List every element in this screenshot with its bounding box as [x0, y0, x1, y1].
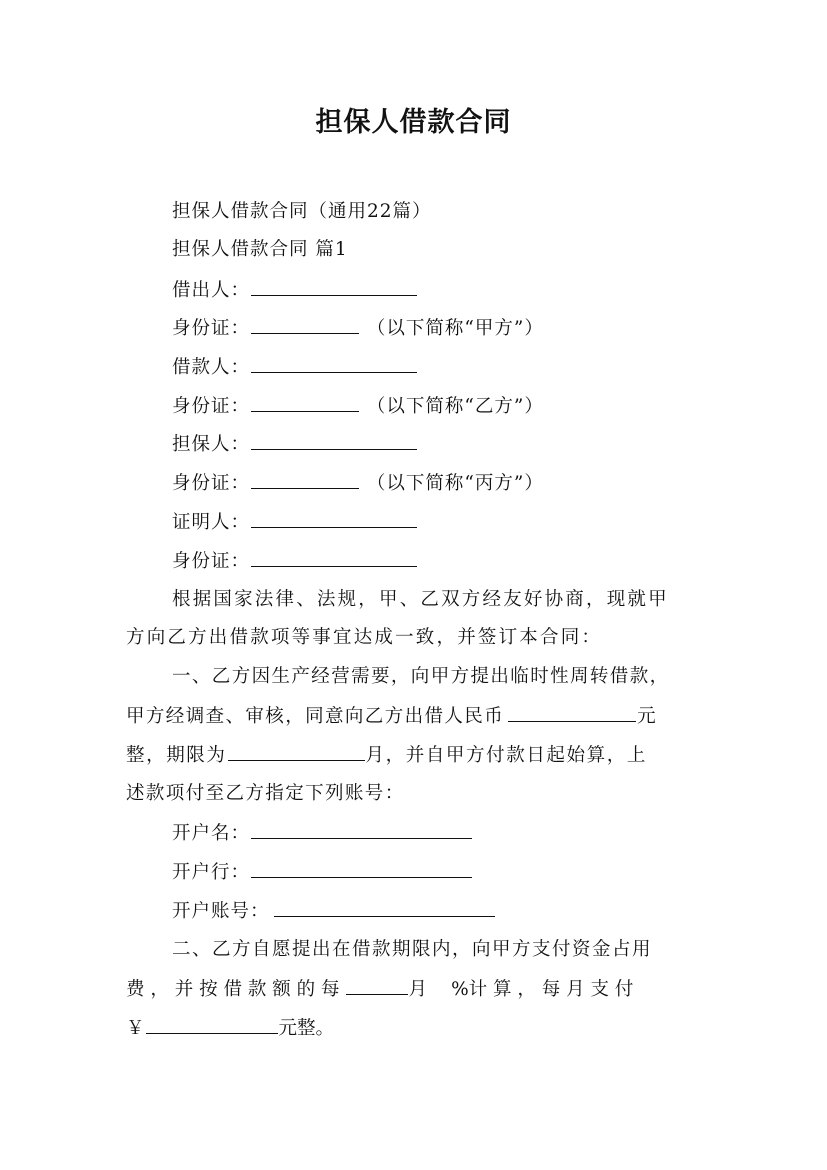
clause-1-yuan: 元 [637, 706, 658, 727]
account-number-blank[interactable] [274, 898, 495, 917]
account-name-blank[interactable] [251, 820, 472, 839]
chapter-heading: 担保人借款合同 篇1 [172, 239, 348, 260]
lender-line [172, 277, 418, 304]
guarantor-id-line [172, 470, 544, 497]
borrower-line [172, 354, 418, 381]
clause-1-line-3-text: 月，并自甲方付款日起始算，上 [365, 745, 647, 766]
account-bank-blank[interactable] [251, 859, 472, 878]
lender-id-label: 身份证： [172, 318, 251, 339]
borrower-id-note: （以下简称“乙方”） [366, 396, 544, 417]
clause-2-fee-text: 费 ， 并 按 借 款 额 的 每 [126, 979, 340, 1000]
loan-amount-blank[interactable] [508, 703, 636, 722]
guarantor-blank[interactable] [251, 431, 417, 450]
witness-label: 证明人： [172, 512, 251, 533]
currency-symbol: ￥ [126, 1018, 145, 1039]
account-name-label: 开户名： [172, 823, 251, 844]
borrower-label: 借款人： [172, 357, 251, 378]
clause-1-line-2-text: 甲方经调查、审核，同意向乙方出借人民币 [126, 706, 505, 727]
account-number-label: 开户账号： [172, 901, 270, 922]
borrower-blank[interactable] [251, 354, 417, 373]
account-bank-line [172, 859, 473, 886]
guarantor-id-note: （以下简称“丙方”） [366, 473, 544, 494]
witness-line [172, 509, 418, 536]
clause-2-line-2 [126, 976, 703, 1003]
clause-1-line-4: 述款项付至乙方指定下列账号： [126, 783, 405, 804]
clause-2-percent-text: %计 算 ， 每 月 支 付 [451, 979, 634, 1000]
guarantor-line [172, 431, 418, 458]
guarantor-label: 担保人： [172, 434, 251, 455]
clause-1-term-label: 整，期限为 [126, 745, 227, 766]
account-name-line [172, 820, 473, 847]
witness-id-blank[interactable] [251, 548, 417, 567]
monthly-payment-blank[interactable] [146, 1015, 278, 1034]
witness-id-label: 身份证： [172, 551, 251, 572]
witness-blank[interactable] [251, 509, 417, 528]
clause-1-line-3 [126, 742, 703, 769]
borrower-id-line [172, 393, 544, 420]
lender-label: 借出人： [172, 280, 251, 301]
guarantor-id-label: 身份证： [172, 473, 251, 494]
clause-2-line-1: 二、乙方自愿提出在借款期限内，向甲方支付资金占用 [172, 939, 653, 960]
document-title: 担保人借款合同 [315, 107, 512, 138]
loan-term-blank[interactable] [228, 742, 365, 761]
account-bank-label: 开户行： [172, 862, 251, 883]
clause-2-line-3 [126, 1015, 703, 1042]
intro-line-1: 根据国家法律、法规，甲、乙双方经友好协商，现就甲 [172, 589, 669, 610]
account-number-line [172, 898, 496, 925]
clause-2-end: 元整。 [278, 1018, 335, 1039]
clause-2-month: 月 [408, 979, 428, 1000]
lender-id-blank[interactable] [251, 315, 359, 334]
subtitle-line: 担保人借款合同（通用22篇） [172, 201, 432, 222]
guarantor-id-blank[interactable] [251, 470, 359, 489]
lender-blank[interactable] [251, 277, 417, 296]
fee-month-blank[interactable] [346, 976, 408, 995]
clause-1-line-1: 一、乙方因生产经营需要，向甲方提出临时性周转借款， [172, 666, 670, 687]
lender-id-line [172, 315, 544, 342]
intro-line-2: 方向乙方出借款项等事宜达成一致，并签订本合同： [126, 627, 603, 648]
lender-id-note: （以下简称“甲方”） [366, 318, 544, 339]
witness-id-line [172, 548, 418, 575]
borrower-id-label: 身份证： [172, 396, 251, 417]
borrower-id-blank[interactable] [251, 393, 359, 412]
clause-1-line-2 [126, 703, 703, 730]
